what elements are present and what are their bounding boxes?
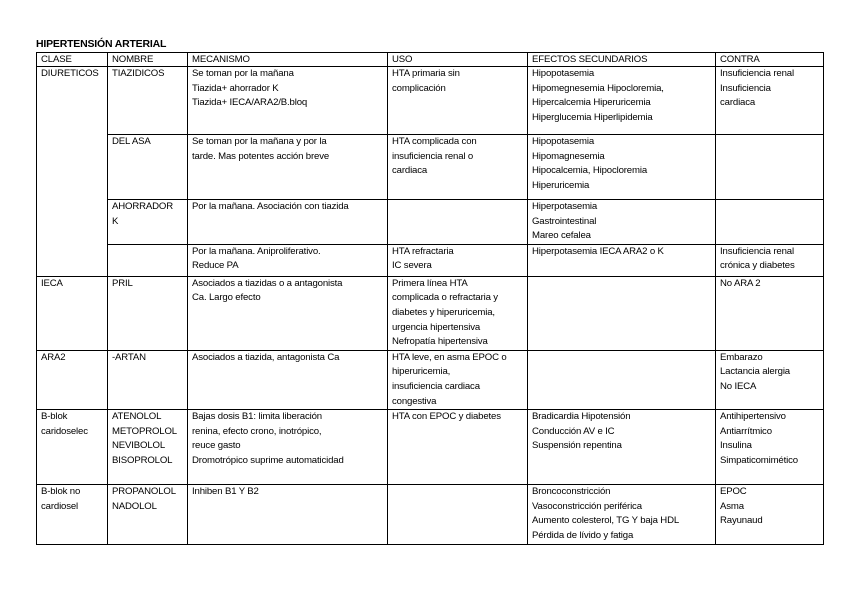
cell-line: Insuficiencia renal [720,245,794,257]
cell-line: Se toman por la mañana [192,68,294,79]
cell-efectos [528,135,716,200]
cell-clase [37,350,108,409]
table-row [37,276,824,350]
cell-line: congestiva [392,395,437,407]
cell-efectos [528,410,716,485]
cell-line: urgencia hipertensiva [392,321,481,333]
cell-line: Asociados a tiazidas o a antagonista [192,277,343,289]
cell-uso [388,485,528,545]
cell-efectos [528,67,716,135]
cell-line: crónica y diabetes [720,260,795,272]
header-contra: CONTRA [716,53,824,67]
table-row [37,67,824,135]
cell-line: METOPROLOL [112,425,177,437]
cell-line: DIURETICOS [41,68,99,79]
cell-line: Nefropatía hipertensiva [392,336,488,348]
cell-mecanismo [188,276,388,350]
cell-line: Tiazida+ IECA/ARA2/B.bloq [192,97,308,109]
cell-line: DEL ASA [112,136,151,147]
cell-line: Insulina [720,440,752,452]
cell-nombre [108,67,188,135]
cell-efectos [528,244,716,276]
cell-line: Antihipertensivo [720,411,786,423]
cell-line: Ca. Largo efecto [192,292,261,304]
cell-line: Inhiben B1 Y B2 [192,486,259,498]
cell-line: Embarazo [720,351,763,363]
cell-mecanismo [188,410,388,485]
cell-line: complicada o refractaria y [392,292,498,304]
cell-efectos [528,350,716,409]
hypertension-table [36,52,824,545]
cell-nombre [108,244,188,276]
cell-uso [388,410,528,485]
cell-line: insuficiencia cardiaca [392,380,480,392]
page-title: HIPERTENSIÓN ARTERIAL [36,38,167,50]
cell-line: NADOLOL [112,500,157,512]
cell-line: tarde. Mas potentes acción breve [192,150,330,162]
cell-line: diabetes y hiperuricemia, [392,306,495,318]
cell-line: HTA primaria sin [392,68,460,79]
cell-line: Hipopotasemia [532,136,595,147]
cell-line: Hiperpotasemia IECA ARA2 o K [532,245,664,257]
cell-line: Suspensión repentina [532,440,622,452]
cell-line: Hipomegnesemia Hipocloremia, [532,82,664,94]
table-row [37,410,824,485]
table-row [37,244,824,276]
cell-clase [37,410,108,485]
cell-contra [716,485,824,545]
cell-line: Hipercalcemia Hiperuricemia [532,97,651,109]
cell-line: EPOC [720,486,747,498]
cell-line: Reduce PA [192,260,239,272]
table-row [37,200,824,245]
cell-uso [388,244,528,276]
header-uso: USO [388,53,528,67]
table-row [37,485,824,545]
cell-line: HTA leve, en asma EPOC o [392,351,507,363]
cell-clase [37,67,108,277]
cell-line: IECA [41,277,63,289]
cell-line: Por la mañana. Asociación con tiazida [192,201,349,212]
cell-line: K [112,215,119,227]
cell-line: Insuficiencia [720,82,771,94]
cell-contra [716,200,824,245]
cell-line: PRIL [112,277,133,289]
cell-clase [37,276,108,350]
cell-mecanismo [188,350,388,409]
cell-line: No ARA 2 [720,277,761,289]
cell-contra [716,410,824,485]
cell-line: renina, efecto crono, inotrópico, [192,425,322,437]
cell-line: hiperuricemia, [392,366,451,378]
cell-line: insuficiencia renal o [392,150,474,162]
cell-contra [716,244,824,276]
cell-line: Mareo cefalea [532,230,591,242]
cell-line: Se toman por la mañana y por la [192,136,327,147]
cell-line: Conducción AV e IC [532,425,615,437]
cell-line: Hipomagnesemia [532,150,605,162]
cell-line: BISOPROLOL [112,454,173,466]
cell-line: HTA con EPOC y diabetes [392,411,501,423]
cell-line: IC severa [392,260,432,272]
cell-line: ATENOLOL [112,411,162,423]
cell-mecanismo [188,485,388,545]
cell-mecanismo [188,200,388,245]
cell-uso [388,200,528,245]
cell-line: B-blok no [41,486,81,498]
cell-line: Hipocalcemia, Hipocloremia [532,165,648,177]
cell-line: HTA complicada con [392,136,477,147]
cell-line: PROPANOLOL [112,486,176,498]
cell-line: HTA refractaria [392,245,454,257]
cell-line: complicación [392,82,446,94]
cell-line: Vasoconstricción periférica [532,500,642,512]
cell-line: Hiperpotasemia [532,201,598,212]
cell-line: -ARTAN [112,351,146,363]
cell-line: Simpaticomimético [720,454,798,466]
table-row [37,135,824,200]
cell-line: Aumento colesterol, TG Y baja HDL [532,515,680,527]
cell-line: Bajas dosis B1: limita liberación [192,411,322,423]
cell-line: B-blok [41,411,68,423]
cell-contra [716,67,824,135]
cell-line: caridoselec [41,425,88,437]
cell-line: Lactancia alergia [720,366,790,378]
cell-clase [37,485,108,545]
cell-nombre [108,200,188,245]
cell-contra [716,135,824,200]
cell-contra [716,350,824,409]
cell-line: TIAZIDICOS [112,68,165,79]
cell-line: Pérdida de lívido y fatiga [532,529,634,541]
header-row [37,53,824,67]
cell-mecanismo [188,135,388,200]
cell-line: Antiarrítmico [720,425,772,437]
cell-efectos [528,200,716,245]
cell-line: Asociados a tiazida, antagonista Ca [192,351,340,363]
cell-line: Gastrointestinal [532,215,597,227]
cell-line: AHORRADOR [112,201,174,212]
cell-line: Asma [720,500,744,512]
header-efectos: EFECTOS SECUNDARIOS [528,53,716,67]
cell-line: No IECA [720,380,757,392]
cell-contra [716,276,824,350]
table-row [37,350,824,409]
cell-nombre [108,135,188,200]
cell-line: cardiaca [720,97,756,109]
cell-line: reuce gasto [192,440,241,452]
cell-mecanismo [188,67,388,135]
cell-line: Insuficiencia renal [720,68,794,79]
cell-line: Broncoconstricción [532,486,611,498]
cell-efectos [528,276,716,350]
cell-nombre [108,350,188,409]
cell-line: cardiaca [392,165,428,177]
cell-nombre [108,410,188,485]
cell-uso [388,350,528,409]
cell-uso [388,135,528,200]
header-nombre: NOMBRE [108,53,188,67]
cell-line: Primera línea HTA [392,277,468,289]
cell-line: Hiperglucemia Hiperlipidemia [532,111,653,123]
cell-line: Bradicardia Hipotensión [532,411,631,423]
cell-nombre [108,276,188,350]
cell-line: Hiperuricemia [532,179,590,191]
cell-line: Rayunaud [720,515,763,527]
cell-line: Hipopotasemia [532,68,595,79]
header-clase: CLASE [37,53,108,67]
cell-efectos [528,485,716,545]
cell-line: Tiazida+ ahorrador K [192,82,279,94]
cell-line: cardiosel [41,500,79,512]
cell-line: Por la mañana. Aniproliferativo. [192,245,321,257]
cell-mecanismo [188,244,388,276]
cell-line: NEVIBOLOL [112,440,166,452]
cell-uso [388,276,528,350]
cell-line: ARA2 [41,351,66,363]
cell-nombre [108,485,188,545]
header-mecanismo: MECANISMO [188,53,388,67]
cell-line: Dromotrópico suprime automaticidad [192,454,344,466]
cell-uso [388,67,528,135]
